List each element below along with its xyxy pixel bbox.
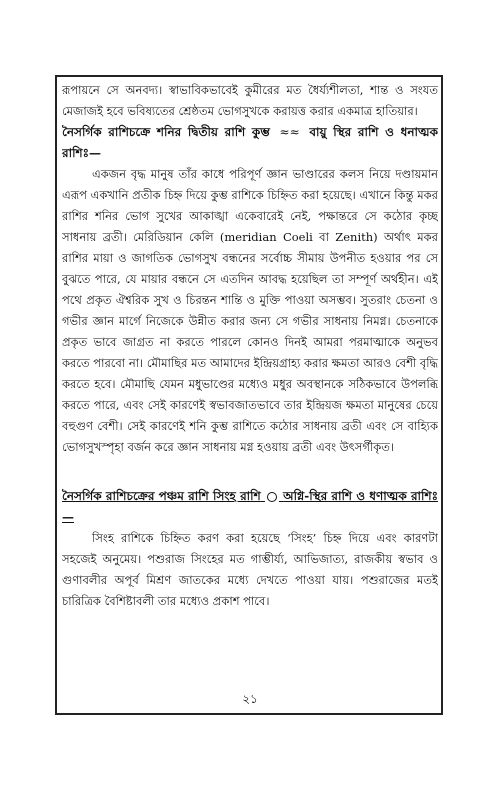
section-paragraph-aquarius: একজন বৃদ্ধ মানুষ তাঁর কাধে পরিপূর্ণ জ্ঞান ভাণ্ডারের কলস নিয়ে দণ্ডায়মান এরূপ একখানি প্রতীক চিহ্ন দিয়ে কুম্ভ রাশিকে চিহ্নিত করা হয়েছে। এখানে কিন্তু মকর রাশির শনির ভোগ সুখের আকাঙ্খা একেবারেই নেই, পক্ষান্তরে সে কঠোর কৃচ্ছ সাধনায় ব্রতী। মেরিডিয়ান কেলি (meridian Coeli বা Zenith) অর্থাৎ মকর রাশির মায়া ও জাগতিক ভোগসুখ বন্ধনের সর্বোচ্চ সীমায় উপনীত হওয়ার পর সে বুঝতে পারে, যে মায়ার বন্ধনে সে এতদিন আবদ্ধ হয়েছিল তা সম্পূর্ণ অর্থহীন। এই পথে প্রকৃত ঐশ্বরিক সুখ ও চিরন্তন শান্তি ও মুক্তি পাওয়া অসম্ভব। সুতরাং চেতনা ও গভীর জ্ঞান মার্গে নিজেকে উন্নীত করার জন্য সে গভীর সাধনায় নিমগ্ন। চেতনাকে প্রকৃত ভাবে জাগ্রত না করতে পারলে কোনও দিনই আমরা পরমাত্মাকে অনুভব করতে পারবো না। মৌমাছির মত আমাদের ইন্দ্রিয়গ্রাহ্য করার ক্ষমতা আরও বেশী বৃদ্ধি করতে হবে। মৌমাছি যেমন মধুভাণ্ডের মধ্যেও মধুর অবস্থানকে সঠিকভাবে উপলব্ধি করতে পারে, এবং সেই কারণেই স্বভাবজাতভাবে তার ইন্দ্রিয়জ ক্ষমতা মানুষের চেয়ে বহুগুণ বেশী। সেই কারণেই শনি কুম্ভ রাশিতে কঠোর সাধনায় ব্রতী এবং সে বাহ্যিক ভোগসুখস্পৃহা বর্জন করে জ্ঞান সাধনায় মগ্ন হওয়ায় ব্রতী এবং উৎসর্গীকৃত। [62,167,438,454]
leo-circle-icon [267,492,277,502]
section-paragraph-leo: সিংহ রাশিকে চিহ্নিত করণ করা হয়েছে ‘সিংহ’ চিহ্ন দিয়ে এবং কারণটা সহজেই অনুমেয়। পশুরাজ সিংহের মত গাম্ভীর্য্য, আভিজাত্য, রাজকীয় স্বভাব ও গুণাবলীর অপূর্ব মিশ্রণ জাতকের মধ্যে দেখতে পাওয়া যায়। পশুরাজের মতই চারিত্রিক বৈশিষ্টাবলী তার মধ্যেও প্রকাশ পাবে। [62,531,438,608]
page-number: ২১ [242,692,258,706]
section-heading-leo [62,486,438,528]
section-heading-aquarius-text-2: বায়ু স্থির রাশি ও ধনাত্মক রাশিঃ— [62,125,438,160]
aquarius-wave-icon: ≈≈ [279,125,300,139]
intro-paragraph: রূপায়নে সে অনবদ্য। স্বাভাবিকভাবেই কুমীরের মত ধৈর্য্যশীলতা, শান্ত ও সংযত মেজাজই হবে ভবিষ্যতের শ্রেষ্ঠতম ভোগসুখকে করায়ত্ত করার একমাত্র হাতিয়ার। [62,83,438,118]
section-heading-aquarius-text-1: নৈসর্গিক রাশিচক্রে শনির দ্বিতীয় রাশি কুম্ভ [62,125,270,139]
section-heading-leo-text-1: নৈসর্গিক রাশিচক্রের পঞ্চম রাশি সিংহ রাশি [62,489,261,503]
page-content [62,80,438,690]
section-heading-leo-text-2: অগ্নি-স্থির রাশি ও ধণাত্মক রাশিঃ— [62,489,438,524]
section-heading-aquarius [62,122,438,164]
